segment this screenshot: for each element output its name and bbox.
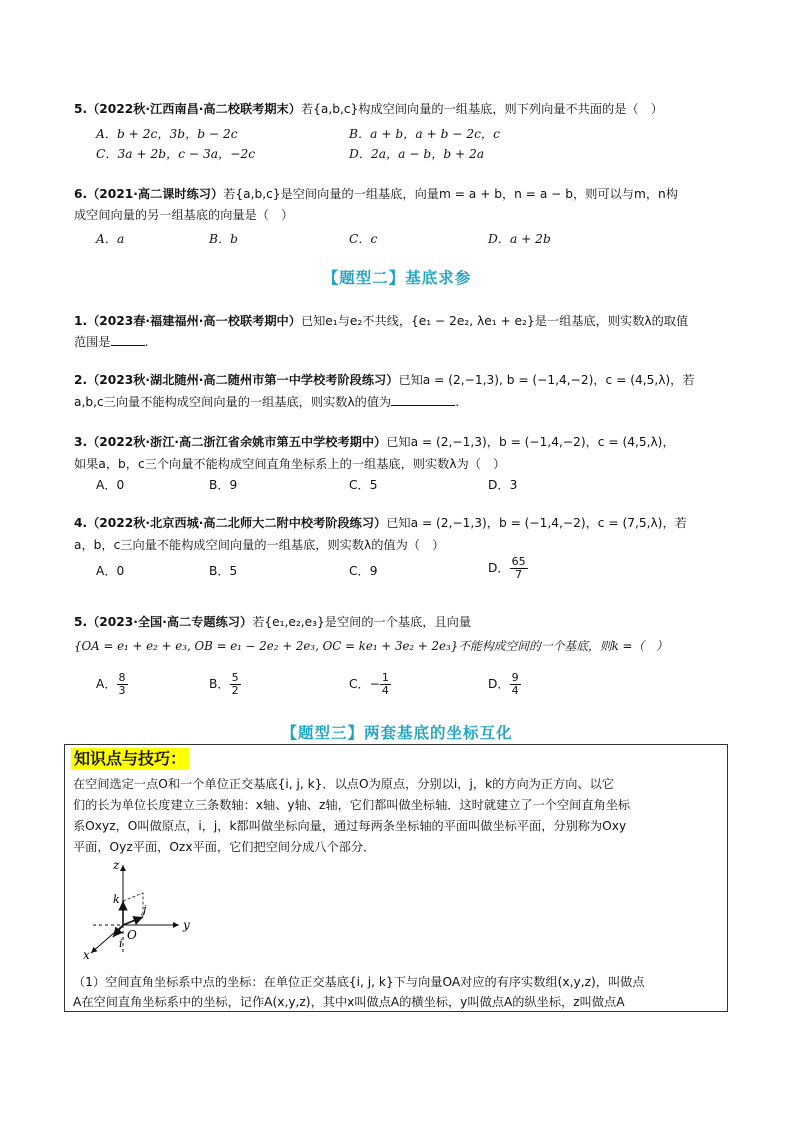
s2-q4-stem-2: a，b，c三向量不能构成空间向量的一组基底，则实数λ的值为（ ）: [74, 538, 445, 552]
s2-q5-option-c: [349, 672, 391, 697]
k-label: k: [113, 893, 120, 906]
s2-q5-option-b-fraction: [230, 672, 241, 697]
s2-q4-stem-line-2: [74, 536, 444, 554]
s2-q1-stem-line-1: [74, 312, 688, 330]
q5-number: 5.: [74, 102, 88, 116]
s2-q5-stem-2: {OA = e₁ + e₂ + e₃, OB = e₁ − 2e₂ + 2e₃, OC = ke₁ + 3e₂ + 2e₃}不能构成空间的一个基底，则k =（ ）: [74, 639, 668, 653]
s2-q2-number: 2.: [74, 373, 88, 387]
q5-option-d: D．2a，a − b，b + 2a: [349, 147, 485, 161]
s2-q1-stem-1: 已知e₁与e₂不共线，{e₁ − 2e₂, λe₁ + e₂}是一组基底，则实数λ的取值: [300, 314, 689, 328]
fraction-numerator: 1: [381, 671, 389, 684]
s2-q2-stem-line-2: [74, 393, 459, 411]
fraction-denominator: 4: [381, 684, 389, 697]
knowledge-box: [64, 744, 728, 1012]
fraction-numerator: 9: [511, 671, 519, 684]
fraction-denominator: 2: [231, 684, 239, 697]
s2-q4-option-d-fraction: [510, 556, 528, 581]
knowledge-para-line-2: 们的长为单位长度建立三条数轴：x轴、y轴、z轴，它们都叫做坐标轴．这时就建立了一个空间直角坐标: [73, 798, 631, 812]
s2-q5-stem-line-1: [74, 613, 471, 631]
s2-q4-option-a: A．0: [96, 564, 125, 578]
fraction-numerator: 5: [231, 671, 239, 684]
i-vector: [113, 925, 123, 937]
s2-q2-answer-blank: [391, 393, 455, 406]
s2-q4-option-c: C．9: [349, 564, 378, 578]
q5-stem-line: [74, 100, 663, 118]
fraction-numerator: 65: [511, 555, 526, 568]
s2-q1-stem-2: 范围是: [74, 335, 111, 349]
s2-q3-source: （2022秋·浙江·高二浙江省余姚市第五中学校考期中）: [87, 435, 387, 449]
s2-q5-option-a-label: A．: [96, 677, 117, 691]
fraction-denominator: 4: [511, 684, 519, 697]
s2-q1-number: 1.: [74, 314, 88, 328]
s2-q2-source: （2023秋·湖北随州·高二随州市第一中学校考阶段练习）: [87, 373, 399, 387]
s2-q3-option-c: C．5: [349, 478, 378, 492]
q5-option-c: C．3a + 2b，c − 3a，−2c: [96, 147, 256, 161]
fraction-denominator: 3: [118, 684, 126, 697]
s2-q4-source: （2022秋·北京西城·高二北师大二附中校考阶段练习）: [87, 516, 387, 530]
knowledge-point-1-line-2: A在空间直角坐标系中的坐标，记作A(x,y,z)，其中x叫做点A的横坐标，y叫做点A的纵坐标，z叫做点A: [73, 995, 625, 1009]
s2-q4-number: 4.: [74, 516, 88, 530]
i-label: i: [119, 937, 123, 950]
knowledge-para-line-1: 在空间选定一点O和一个单位正交基底{i, j, k}．以点O为原点，分别以i，j，k的方向为正方向、以它: [73, 777, 614, 791]
s2-q3-option-d: D．3: [488, 478, 518, 492]
s2-q5-stem-line-2: [74, 637, 668, 655]
q6-option-b: B．b: [209, 232, 238, 246]
s2-q4-stem-1: 已知a = (2,−1,3)，b = (−1,4,−2)，c = (7,5,λ)，若: [386, 516, 687, 530]
s2-q3-stem-1: 已知a = (2,−1,3)，b = (−1,4,−2)，c = (4,5,λ)，: [386, 435, 675, 449]
s2-q2-stem-1: 已知a = (2,−1,3), b = (−1,4,−2)，c = (4,5,λ)，若: [398, 373, 695, 387]
s2-q5-option-c-label: C．−: [349, 677, 380, 691]
s2-q2-tail: .: [455, 395, 460, 409]
s2-q5-option-a-fraction: [117, 672, 128, 697]
s2-q5-option-d-label: D．: [488, 677, 510, 691]
knowledge-para-line-3: 系Oxyz，O叫做原点，i，j，k都叫做坐标向量，通过每两条坐标轴的平面叫做坐标平面，分别称为Oxy: [73, 819, 627, 833]
q6-source: （2021·高二课时练习）: [87, 187, 224, 201]
s2-q3-option-a: A．0: [96, 478, 125, 492]
s2-q5-option-c-fraction: [380, 672, 391, 697]
s2-q5-source: （2023·全国·高二专题练习）: [87, 615, 253, 629]
s2-q5-option-b-label: B．: [209, 677, 230, 691]
s2-q1-answer-blank: [111, 333, 145, 346]
s2-q4-option-d-label: D．: [488, 561, 510, 575]
s2-q5-option-b: [209, 672, 241, 697]
q6-stem-1: 若{a,b,c}是空间向量的一组基底，向量m = a + b，n = a − b，则可以与m，n构: [223, 187, 678, 201]
s2-q2-stem-2: a,b,c三向量不能构成空间向量的一组基底，则实数λ的值为: [74, 395, 392, 409]
q5-option-b: B．a + b，a + b − 2c，c: [349, 127, 500, 141]
q6-option-c: C．c: [349, 232, 378, 246]
s2-q5-option-a: [96, 672, 128, 697]
q6-stem-line-1: [74, 185, 678, 203]
s2-q2-stem-line-1: [74, 371, 695, 389]
y-axis-label: y: [183, 918, 190, 932]
section-title-2: 【题型二】基底求参: [322, 269, 472, 287]
s2-q1-source: （2023春·福建福州·高一校联考期中）: [87, 314, 301, 328]
s2-q4-stem-line-1: [74, 514, 687, 532]
z-axis-label: z: [113, 858, 120, 872]
q6-option-d: D．a + 2b: [488, 232, 551, 246]
coordinate-axes-figure: [83, 853, 223, 963]
s2-q4-option-d: [488, 556, 528, 581]
s2-q1-tail: .: [144, 335, 149, 349]
origin-label: O: [127, 928, 137, 942]
x-axis-label: x: [83, 948, 90, 962]
q6-option-a: A．a: [96, 232, 125, 246]
s2-q3-stem-line-1: [74, 433, 675, 451]
s2-q5-number: 5.: [74, 615, 88, 629]
q5-option-a: A．b + 2c，3b，b − 2c: [96, 127, 238, 141]
q6-stem-line-2: [74, 206, 293, 224]
section-title-3: 【题型三】两套基底的坐标互化: [281, 724, 513, 742]
j-vector: [123, 917, 143, 925]
knowledge-para-line-4: 平面，Oyz平面，Ozx平面，它们把空间分成八个部分．: [73, 840, 376, 854]
s2-q3-stem-line-2: [74, 455, 505, 473]
unit-cube-dashes: [123, 893, 143, 917]
fraction-denominator: 7: [515, 568, 523, 581]
s2-q4-option-b: B．5: [209, 564, 238, 578]
q5-stem: 若{a,b,c}构成空间向量的一组基底，则下列向量不共面的是（ ）: [300, 102, 663, 116]
s2-q3-option-b: B．9: [209, 478, 238, 492]
s2-q1-stem-line-2: [74, 333, 148, 351]
q6-number: 6.: [74, 187, 88, 201]
q5-source: （2022秋·江西南昌·高二校联考期末）: [87, 102, 301, 116]
s2-q3-number: 3.: [74, 435, 88, 449]
q6-stem-2: 成空间向量的另一组基底的向量是（ ）: [74, 208, 294, 222]
j-label: j: [143, 903, 147, 916]
s2-q5-option-d: [488, 672, 521, 697]
fraction-numerator: 8: [118, 671, 126, 684]
s2-q5-stem-1: 若{e₁,e₂,e₃}是空间的一个基底，且向量: [252, 615, 472, 629]
knowledge-box-title: 知识点与技巧：: [71, 748, 189, 770]
s2-q3-stem-2: 如果a，b，c三个向量不能构成空间直角坐标系上的一组基底，则实数λ为（ ）: [74, 457, 506, 471]
knowledge-point-1-line-1: （1）空间直角坐标系中点的坐标：在单位正交基底{i, j, k}下与向量OA对应的有序实数组(x,y,z)，叫做点: [73, 975, 645, 989]
s2-q5-option-d-fraction: [510, 672, 521, 697]
